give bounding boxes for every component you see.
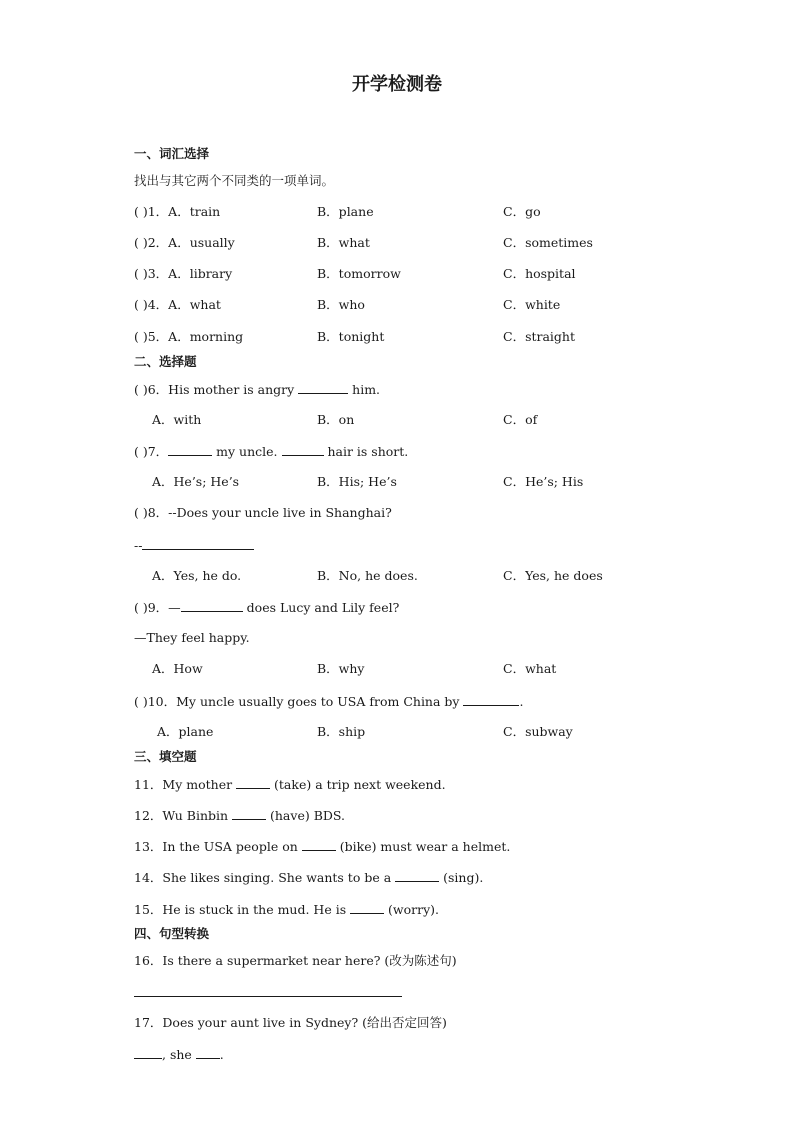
question-11-text-a: 11．My mother — [134, 777, 237, 792]
answer-blank[interactable] — [463, 693, 519, 706]
section-heading-fill-in: 三、填空题 — [134, 749, 197, 764]
question-2-option-c: C．sometimes — [503, 235, 593, 250]
question-10-option-a: A．plane — [157, 724, 214, 739]
page-title: 开学检测卷 — [352, 74, 442, 95]
question-7-text-b: my uncle. — [212, 444, 282, 459]
question-7-text-c: hair is short. — [323, 444, 409, 459]
answer-blank[interactable] — [196, 1046, 220, 1059]
question-17-text-b: . — [219, 1047, 224, 1062]
question-14-text-a: 14．She likes singing. She wants to be a — [134, 870, 396, 885]
question-10-text-b: . — [519, 694, 524, 709]
question-14-text-b: (sing). — [439, 870, 484, 885]
question-15-text-b: (worry). — [384, 902, 440, 917]
question-3-option-b: B．tomorrow — [317, 266, 401, 281]
question-4-option-b: B．who — [317, 297, 365, 312]
question-11-stem — [134, 776, 446, 793]
question-6-stem — [134, 381, 380, 398]
question-6-option-c: C．of — [503, 412, 538, 427]
question-1-stem: ( )1．A．train — [134, 204, 221, 219]
question-6-text-a: ( )6．His mother is angry — [134, 382, 299, 397]
question-12-stem — [134, 807, 345, 824]
question-8-option-a: A．Yes, he do. — [152, 568, 242, 583]
question-10-option-c: C．subway — [503, 724, 573, 739]
question-1-option-b: B．plane — [317, 204, 374, 219]
section-heading-sentence-transform: 四、句型转换 — [134, 926, 210, 941]
section-instruction: 找出与其它两个不同类的一项单词。 — [134, 173, 335, 188]
question-8-option-b: B．No, he does. — [317, 568, 418, 583]
question-15-text-a: 15．He is stuck in the mud. He is — [134, 902, 351, 917]
question-8-reply — [134, 537, 254, 554]
answer-blank[interactable] — [236, 776, 270, 789]
question-9-option-b: B．why — [317, 661, 365, 676]
question-12-text-b: (have) BDS. — [266, 808, 345, 823]
answer-line[interactable] — [134, 996, 402, 997]
answer-blank[interactable] — [142, 537, 254, 550]
question-5-option-b: B．tonight — [317, 329, 385, 344]
answer-blank[interactable] — [302, 838, 336, 851]
question-8-stem: ( )8．--Does your uncle live in Shanghai? — [134, 505, 392, 520]
section-heading-vocabulary: 一、词汇选择 — [134, 146, 210, 161]
question-9-stem — [134, 599, 399, 616]
question-9-option-c: C．what — [503, 661, 557, 676]
question-4-stem: ( )4．A．what — [134, 297, 221, 312]
answer-blank[interactable] — [134, 1046, 162, 1059]
answer-blank[interactable] — [168, 443, 212, 456]
question-13-text-a: 13．In the USA people on — [134, 839, 302, 854]
question-12-text-a: 12．Wu Binbin — [134, 808, 233, 823]
question-9-text-b: does Lucy and Lily feel? — [242, 600, 400, 615]
question-7-option-c: C．He’s; His — [503, 474, 584, 489]
question-6-option-a: A．with — [152, 412, 202, 427]
answer-blank[interactable] — [232, 807, 266, 820]
question-1-option-c: C．go — [503, 204, 541, 219]
question-5-option-c: C．straight — [503, 329, 576, 344]
question-6-option-b: B．on — [317, 412, 355, 427]
question-17-stem: 17．Does your aunt live in Sydney? (给出否定回答) — [134, 1015, 447, 1030]
answer-blank[interactable] — [395, 869, 439, 882]
question-14-stem — [134, 869, 483, 886]
question-3-stem: ( )3．A．library — [134, 266, 233, 281]
answer-blank[interactable] — [181, 599, 243, 612]
question-2-stem: ( )2．A．usually — [134, 235, 235, 250]
question-17-answer — [134, 1046, 224, 1063]
question-2-option-b: B．what — [317, 235, 370, 250]
question-15-stem — [134, 901, 439, 918]
question-11-text-b: (take) a trip next weekend. — [270, 777, 446, 792]
question-17-text-a: , she — [162, 1047, 196, 1062]
question-16-stem: 16．Is there a supermarket near here? (改为陈述句) — [134, 953, 457, 968]
question-5-stem: ( )5．A．morning — [134, 329, 244, 344]
question-13-stem — [134, 838, 510, 855]
question-10-text-a: ( )10．My uncle usually goes to USA from China by — [134, 694, 464, 709]
question-3-option-c: C．hospital — [503, 266, 576, 281]
question-4-option-c: C．white — [503, 297, 561, 312]
question-6-text-b: him. — [348, 382, 381, 397]
question-7-stem — [134, 443, 408, 460]
question-7-option-b: B．His; He’s — [317, 474, 397, 489]
answer-blank[interactable] — [282, 443, 324, 456]
question-7-text-a: ( )7． — [134, 444, 169, 459]
question-10-option-b: B．ship — [317, 724, 366, 739]
question-7-option-a: A．He’s; He’s — [152, 474, 240, 489]
reply-dash: -- — [134, 538, 143, 553]
question-9-option-a: A．How — [152, 661, 203, 676]
question-10-stem — [134, 693, 523, 710]
question-8-option-c: C．Yes, he does — [503, 568, 603, 583]
answer-blank[interactable] — [350, 901, 384, 914]
answer-blank[interactable] — [298, 381, 348, 394]
question-9-reply: —They feel happy. — [134, 630, 250, 645]
question-13-text-b: (bike) must wear a helmet. — [335, 839, 511, 854]
section-heading-multiple-choice: 二、选择题 — [134, 354, 197, 369]
question-9-text-a: ( )9．— — [134, 600, 181, 615]
